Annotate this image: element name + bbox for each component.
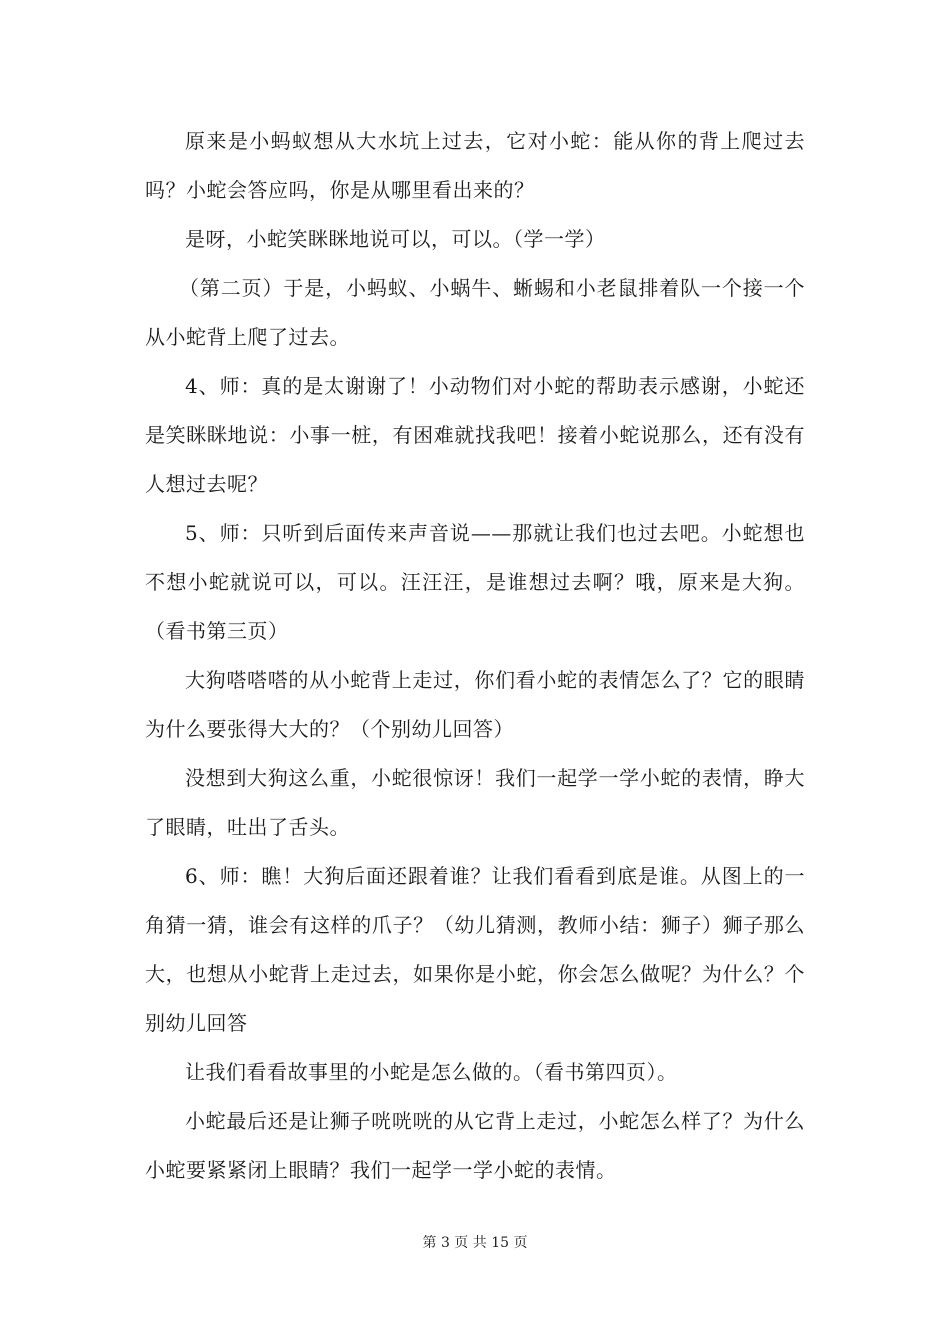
page-number-footer: 第 3 页 共 15 页 (422, 1235, 528, 1251)
paragraph: （第二页）于是，小蚂蚁、小蜗牛、蜥蜴和小老鼠排着队一个接一个从小蛇背上爬了过去。 (145, 276, 805, 349)
paragraph: 没想到大狗这么重，小蛇很惊讶！我们一起学一学小蛇的表情，睁大了眼睛，吐出了舌头。 (145, 766, 805, 839)
paragraph: 大狗嗒嗒嗒的从小蛇背上走过，你们看小蛇的表情怎么了？它的眼睛为什么要张得大大的？（个别幼儿回答） (145, 668, 805, 741)
paragraph: 6、师：瞧！大狗后面还跟着谁？让我们看看到底是谁。从图上的一角猜一猜，谁会有这样的爪子？（幼儿猜测，教师小结：狮子）狮子那么大，也想从小蛇背上走过去，如果你是小蛇，你会怎么做呢？为什么？个别幼儿回答 (145, 864, 805, 1035)
paragraph: 4、师：真的是太谢谢了！小动物们对小蛇的帮助表示感谢，小蛇还是笑眯眯地说：小事一桩，有困难就找我吧！接着小蛇说那么，还有没有人想过去呢？ (145, 374, 805, 496)
paragraph: 让我们看看故事里的小蛇是怎么做的。（看书第四页）。 (185, 1060, 678, 1084)
paragraph: 小蛇最后还是让狮子咣咣咣的从它背上走过，小蛇怎么样了？为什么小蛇要紧紧闭上眼睛？我们一起学一学小蛇的表情。 (145, 1109, 805, 1182)
document-body (145, 117, 805, 1195)
paragraph: 是呀，小蛇笑眯眯地说可以，可以。（学一学） (185, 227, 606, 251)
paragraph: 5、师：只听到后面传来声音说——那就让我们也过去吧。小蛇想也不想小蛇就说可以，可以。汪汪汪，是谁想过去啊？哦，原来是大狗。（看书第三页） (145, 521, 805, 643)
paragraph: 原来是小蚂蚁想从大水坑上过去，它对小蛇：能从你的背上爬过去吗？小蛇会答应吗，你是从哪里看出来的？ (145, 129, 805, 202)
